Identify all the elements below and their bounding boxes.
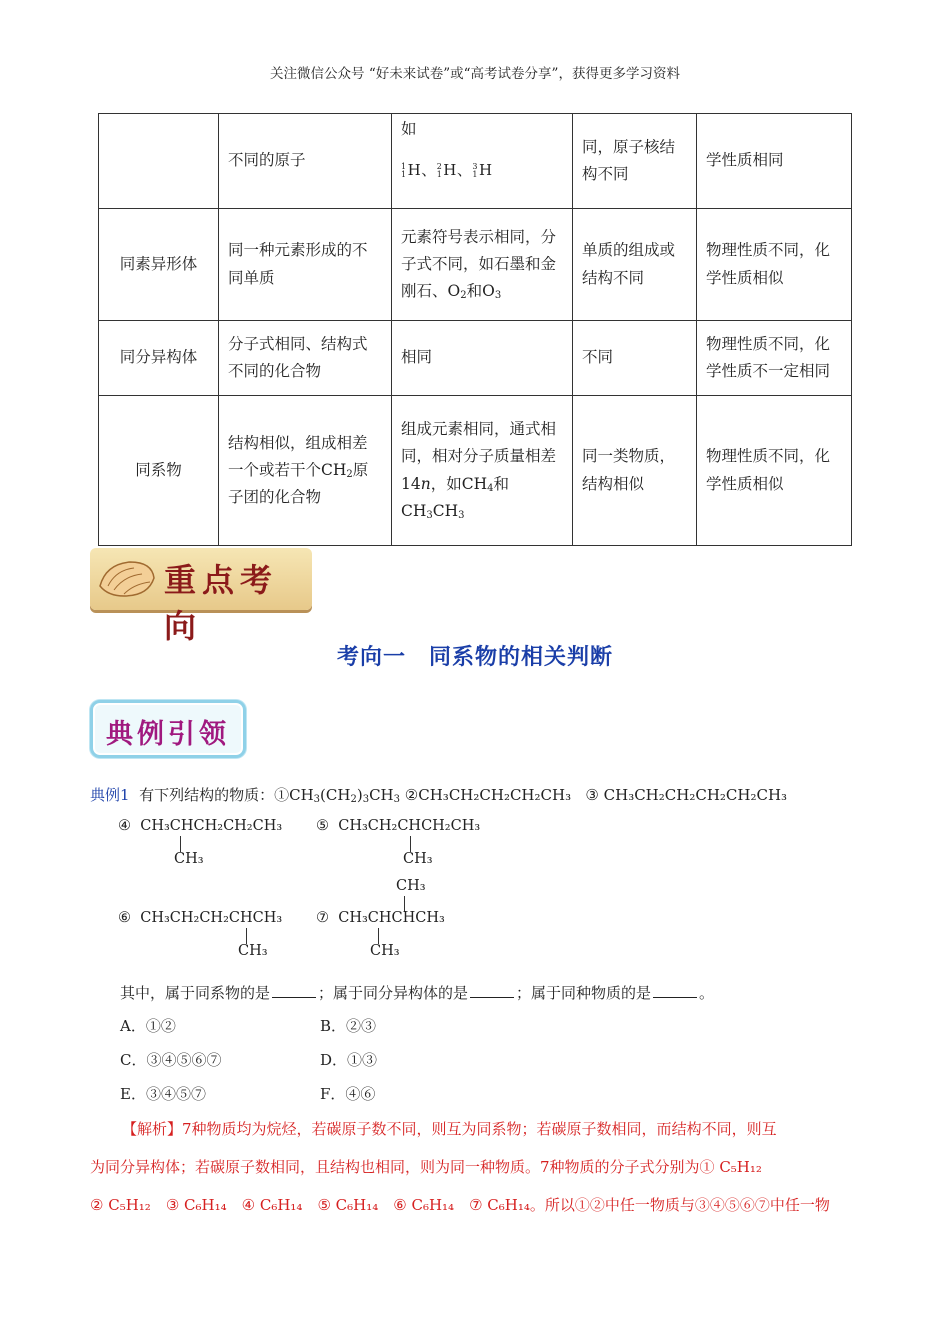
table-cell xyxy=(99,114,219,209)
structure-5: ⑤ CH₃CH₂CHCH₂CH₃ xyxy=(316,818,481,834)
analysis-label: 【解析】 xyxy=(122,1120,183,1138)
option-e[interactable]: E．③④⑤⑦ xyxy=(120,1085,206,1103)
option-b[interactable]: B．②③ xyxy=(320,1017,377,1035)
key-directions-banner xyxy=(90,548,312,645)
table-cell: 物理性质不同，化学性质相似 xyxy=(697,209,852,321)
table-cell: 相同 xyxy=(392,321,573,396)
table-cell: 不同的原子 xyxy=(219,114,392,209)
bond-line xyxy=(246,928,247,944)
bond-line xyxy=(410,836,411,852)
bond-line xyxy=(378,928,379,944)
badge-title: 典例引领 xyxy=(106,719,230,750)
table-cell: 同分异构体 xyxy=(99,321,219,396)
table-cell: 元素符号表示相同，分子式不同，如石墨和金刚石、$O_2$和$O_3$ xyxy=(392,209,573,321)
option-a[interactable]: A．①② xyxy=(120,1017,176,1035)
table-cell: 不同 xyxy=(573,321,697,396)
banner-title: 重点考向 xyxy=(164,561,279,645)
table-cell: 组成元素相同，通式相同，相对分子质量相差14n，如$CH_4$和$CH_3CH_3$ xyxy=(392,396,573,546)
analysis-block: 【解析】7种物质均为烷烃，若碳原子数不同，则互为同系物；若碳原子数相同，而结构不同，则互 为同分异构体；若碳原子数相同，且结构也相同，则为同一种物质。7种物质的分子式分别为① C₅H₁₂ ② C₅H₁₂ ③ C₆H₁₄ ④ C₆H₁₄ ⑤ C₆H₁₄ ⑥ C₆H₁₄ ⑦ C₆H₁₄。所以①②中任一物质与③④⑤⑥⑦中任一物 xyxy=(90,1110,855,1224)
concept-comparison-table xyxy=(98,113,852,546)
table-row xyxy=(99,396,852,546)
isotope-numbers: 1 1 xyxy=(401,162,407,180)
isotope-symbol: H xyxy=(407,161,422,180)
structure-5-branch: CH₃ xyxy=(403,851,433,867)
structure-7-top-branch: CH₃ xyxy=(396,878,426,894)
table-row xyxy=(99,209,852,321)
question-line: 其中，属于同系物的是 ；属于同分异构体的是 ；属于同种物质的是 。 xyxy=(120,984,715,1002)
table-cell: 分子式相同、结构式不同的化合物 xyxy=(219,321,392,396)
separator: 、 xyxy=(421,161,437,180)
isotope-numbers: 2 1 xyxy=(436,162,443,180)
table-cell: 同一类物质，结构相似 xyxy=(573,396,697,546)
structure-4-branch: CH₃ xyxy=(174,851,204,867)
option-c[interactable]: C．③④⑤⑥⑦ xyxy=(120,1051,222,1069)
table-cell: 同，原子核结构不同 xyxy=(573,114,697,209)
analysis-line: ② C₅H₁₂ ③ C₆H₁₄ ④ C₆H₁₄ ⑤ C₆H₁₄ ⑥ C₆H₁₄ ⑦ C₆H₁₄。所以①②中任一物质与③④⑤⑥⑦中任一物 xyxy=(90,1196,830,1214)
option-f[interactable]: F．④⑥ xyxy=(320,1085,376,1103)
isotope-symbol: H xyxy=(443,161,457,180)
hydrogen-isotopes xyxy=(401,157,563,183)
table-cell: 单质的组成或结构不同 xyxy=(573,209,697,321)
example-prefix: 如 xyxy=(401,120,417,138)
table-cell: 同系物 xyxy=(99,396,219,546)
isotope-numbers: 3 1 xyxy=(472,162,478,180)
structure-7: ⑦ CH₃CHCHCH₃ xyxy=(316,910,445,926)
answer-blank[interactable] xyxy=(653,997,697,998)
separator: 、 xyxy=(456,161,473,180)
analysis-line: 为同分异构体；若碳原子数相同，且结构也相同，则为同一种物质。7种物质的分子式分别为① C₅H₁₂ xyxy=(90,1158,762,1176)
answer-blank[interactable] xyxy=(470,997,514,998)
structure-6: ⑥ CH₃CH₂CH₂CHCH₃ xyxy=(118,910,283,926)
table-cell: 结构相似，组成相差一个或若干个$CH_2$原子团的化合物 xyxy=(219,396,392,546)
example-label: 典例1 xyxy=(90,786,130,804)
table-cell: 物理性质不同，化学性质相似 xyxy=(697,396,852,546)
structure-4: ④ CH₃CHCH₂CH₂CH₃ xyxy=(118,818,283,834)
section-title: 考向一 同系物的相关判断 xyxy=(336,645,613,670)
conch-shell-icon xyxy=(96,556,158,602)
table-cell: 物理性质不同，化学性质不一定相同 xyxy=(697,321,852,396)
structure-6-branch: CH₃ xyxy=(238,943,268,959)
example-1-line: 典例1 有下列结构的物质：$①CH_3(CH_2)_3CH_3$ ②CH₃CH₂CH₂CH₂CH₃ ③ CH₃CH₂CH₂CH₂CH₂CH₃ xyxy=(90,786,788,805)
option-d[interactable]: D．①③ xyxy=(320,1051,378,1069)
table-row xyxy=(99,114,852,209)
table-cell: 同一种元素形成的不同单质 xyxy=(219,209,392,321)
table-cell xyxy=(392,114,573,209)
table-row xyxy=(99,321,852,396)
answer-blank[interactable] xyxy=(272,997,316,998)
table-cell: 学性质相同 xyxy=(697,114,852,209)
isotope-symbol: H xyxy=(479,161,493,180)
page-header: 关注微信公众号 “好未来试卷”或“高考试卷分享”，获得更多学习资料 xyxy=(270,66,680,82)
typical-example-badge xyxy=(90,700,246,758)
table-cell: 同素异形体 xyxy=(99,209,219,321)
structure-7-bottom-branch: CH₃ xyxy=(370,943,400,959)
bond-line xyxy=(180,836,181,852)
